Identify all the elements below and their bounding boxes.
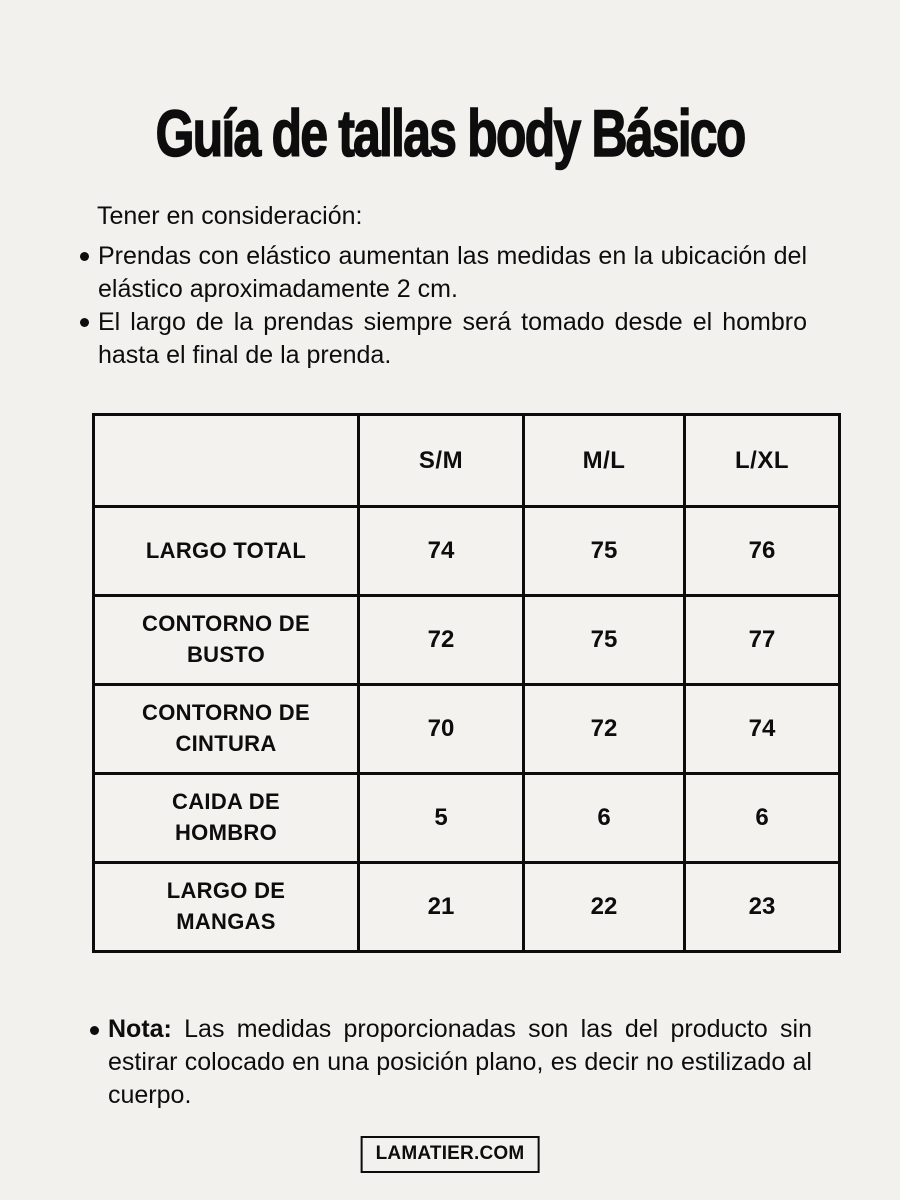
consideration-bullet-1	[80, 240, 807, 306]
cell-value: 72	[359, 596, 524, 685]
cell-value: 75	[524, 596, 685, 685]
cell-value: 70	[359, 685, 524, 774]
row-label: CONTORNO DE CINTURA	[94, 685, 359, 774]
consideration-bullet-text: Prendas con elástico aumentan las medidas en la ubicación del elástico aproximadamente 2 cm.	[98, 242, 807, 303]
cell-value: 74	[359, 507, 524, 596]
cell-value: 74	[685, 685, 840, 774]
cell-value: 5	[359, 774, 524, 863]
cell-value: 6	[685, 774, 840, 863]
row-label: CAIDA DE HOMBRO	[94, 774, 359, 863]
considerations-intro: Tener en consideración:	[97, 202, 363, 230]
table-row-contorno-busto	[94, 596, 840, 685]
row-label: LARGO DE MANGAS	[94, 863, 359, 952]
cell-value: 23	[685, 863, 840, 952]
bullet-dot-icon	[80, 318, 89, 327]
table-row-contorno-cintura	[94, 685, 840, 774]
column-header-sm: S/M	[359, 415, 524, 507]
consideration-bullet-2	[80, 306, 807, 372]
table-row-caida-hombro	[94, 774, 840, 863]
considerations-section	[80, 200, 807, 372]
table-row-largo-total	[94, 507, 840, 596]
page-title: Guía de tallas body Básico	[155, 96, 745, 171]
cell-value: 72	[524, 685, 685, 774]
note-section	[90, 1013, 812, 1112]
table-row-largo-mangas	[94, 863, 840, 952]
cell-value: 76	[685, 507, 840, 596]
column-header-ml: M/L	[524, 415, 685, 507]
size-table	[92, 413, 841, 953]
cell-value: 75	[524, 507, 685, 596]
cell-value: 21	[359, 863, 524, 952]
bullet-dot-icon	[80, 252, 89, 261]
note-label: Nota:	[108, 1015, 172, 1043]
brand-box	[361, 1136, 540, 1173]
cell-value: 6	[524, 774, 685, 863]
brand-label: LAMATIER.COM	[375, 1143, 525, 1164]
note-text: Las medidas proporcionadas son las del producto sin estirar colocado en una posición plano, es decir no estilizado al cuerpo.	[108, 1015, 812, 1109]
note-paragraph	[108, 1013, 812, 1112]
row-label: LARGO TOTAL	[94, 507, 359, 596]
cell-value: 77	[685, 596, 840, 685]
bullet-dot-icon	[90, 1026, 99, 1035]
table-corner-cell	[94, 415, 359, 507]
column-header-lxl: L/XL	[685, 415, 840, 507]
cell-value: 22	[524, 863, 685, 952]
row-label: CONTORNO DE BUSTO	[94, 596, 359, 685]
table-header-row	[94, 415, 840, 507]
consideration-bullet-text: El largo de la prendas siempre será tomado desde el hombro hasta el final de la prenda.	[98, 308, 807, 369]
